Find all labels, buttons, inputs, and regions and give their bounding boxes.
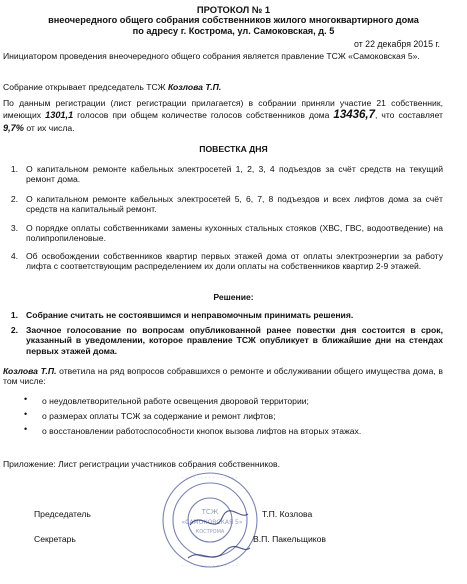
- registration-text-4: от их числа.: [23, 122, 75, 133]
- answer-bullet-item: о размерах оплаты ТСЖ за содержание и ремонт лифтов;: [42, 411, 276, 421]
- agenda-number: 4.: [10, 251, 18, 261]
- agenda-number: 3.: [10, 223, 18, 233]
- bullet-icon: •: [24, 394, 28, 404]
- chairman-name: Т.П. Козлова: [262, 509, 313, 519]
- svg-text:· · · · · · · · · · · · · · ·: · · · · · · · · · · · · · · ·: [182, 476, 238, 481]
- stamp-icon: [160, 470, 260, 570]
- initiator-paragraph: Инициатором проведения внеочередного общего собрания является правление ТСЖ «Самоковская 5».: [3, 51, 420, 61]
- agenda-heading: ПОВЕСТКА ДНЯ: [199, 144, 268, 154]
- agenda-item: О капитальном ремонте кабельных электросетей 5, 6, 7, 8 подъездов и всех лифтов дома за счёт средств на капитальный ремонт.: [26, 194, 443, 215]
- registration-text-3: , что составляет: [375, 110, 443, 121]
- agenda-item: О порядке оплаты собственниками замены кухонных стальных стояков (ХВС, ГВС, водоотведение) на полипропиленовые.: [26, 223, 443, 244]
- stamp-line-1: ТСЖ: [201, 508, 219, 516]
- chair-prefix: Собрание открывает председатель ТСЖ: [3, 82, 169, 92]
- document-date: от 22 декабря 2015 г.: [354, 39, 440, 49]
- decision-number: 1.: [10, 310, 18, 320]
- participant-votes: 1301,1: [45, 110, 74, 121]
- agenda-item: О капитальном ремонте кабельных электросетей 1, 2, 3, 4 подъездов за счёт средств на текущий ремонт дома.: [26, 164, 443, 185]
- document-subtitle: внеочередного общего собрания собственников жилого многоквартирного дома: [48, 15, 419, 25]
- decision-item: Заочное голосование по вопросам опубликованной ранее повестки дня состоится в срок, указанный в уведомлении, которое правление ТСЖ опубликует в ближайшие дни на стендах первых этажей дома.: [26, 325, 443, 356]
- chair-paragraph: [3, 82, 443, 92]
- answerer-name: Козлова Т.П.: [3, 366, 57, 376]
- agenda-number: 1.: [10, 164, 18, 174]
- stamp-line-3: КОСТРОМА: [195, 529, 225, 535]
- decision-item: Собрание считать не состоявшимся и неправомочным принимать решения.: [26, 310, 354, 320]
- svg-text:· · · · · · · · · · · · · · ·: · · · · · · · · · · · · · · ·: [182, 564, 238, 569]
- decision-heading: Решение:: [213, 292, 254, 302]
- registration-text-1: По данным регистрации (лист регистрации прилагается) в собрании приняли участие 21 собственник, имеющих: [3, 98, 443, 121]
- secretary-name: В.П. Пакельщиков: [253, 534, 326, 544]
- agenda-number: 2.: [10, 194, 18, 204]
- document-title: ПРОТОКОЛ № 1: [196, 4, 271, 15]
- secretary-role: Секретарь: [34, 534, 76, 544]
- bullet-icon: •: [24, 409, 28, 419]
- bullet-icon: •: [24, 424, 28, 434]
- chair-name: Козлова Т.П.: [168, 82, 222, 92]
- participation-percent: 9,7%: [3, 122, 24, 133]
- answers-text: ответила на ряд вопросов собравшихся о ремонте и обслуживании общего имущества дома, в том числе:: [3, 366, 443, 387]
- document-address: по адресу г. Кострома, ул. Самоковская, д. 5: [132, 26, 335, 36]
- registration-text-2: голосов при общем количестве голосов собственников дома: [73, 110, 334, 121]
- appendix-line: Приложение: Лист регистрации участников собрания собственников.: [3, 459, 280, 469]
- total-votes: 13436,7: [333, 109, 375, 122]
- answers-paragraph: [3, 366, 443, 387]
- chairman-role: Председатель: [34, 509, 91, 519]
- agenda-item: Об освобождении собственников квартир первых этажей дома от оплаты электроэнергии за работу лифта с соответствующим распределением их доли оплаты на собственников квартир 2-9 этажей.: [26, 251, 443, 272]
- answer-bullet-item: о неудовлетворительной работе освещения дворовой территории;: [42, 396, 309, 406]
- decision-number: 2.: [10, 325, 18, 335]
- registration-paragraph: [3, 98, 443, 134]
- stamp-line-2: «САМОКОВСКАЯ 5»: [181, 519, 243, 526]
- answer-bullet-item: о восстановлении работоспособности кнопок вызова лифтов на вторых этажах.: [42, 426, 362, 436]
